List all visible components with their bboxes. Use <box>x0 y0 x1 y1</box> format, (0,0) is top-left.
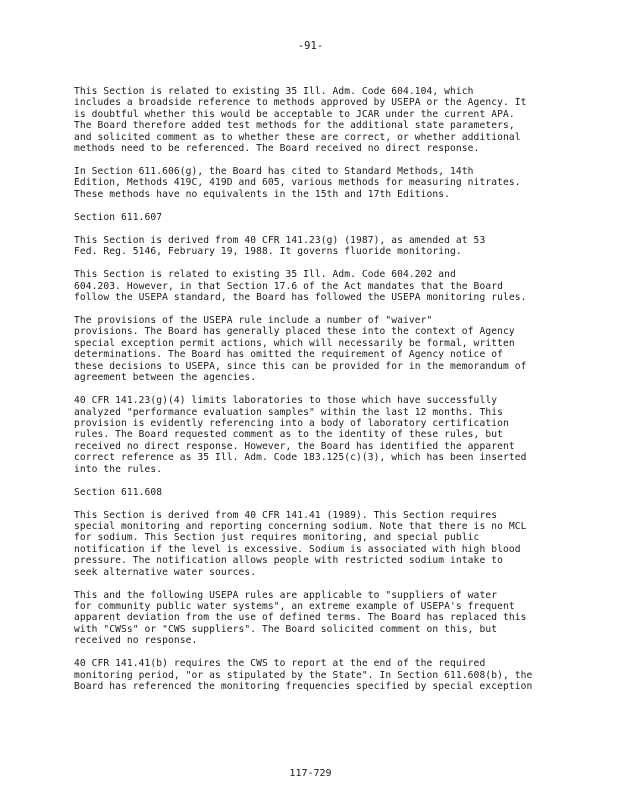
paragraph: 40 CFR 141.41(b) requires the CWS to report at the end of the required monitoring period, "or as stipulated by the State". In Section 611.608(b), the Board has referenced the monitoring frequencies specified by special exception <box>74 658 533 692</box>
paragraph: This and the following USEPA rules are applicable to "suppliers of water for community public water systems", an extreme example of USEPA's frequent apparent deviation from the use of defined terms. The Board has replaced this with "CWSs" or "CWS suppliers". The Board solicited comment on this, but received no response. <box>74 589 527 647</box>
paragraph: This Section is related to existing 35 Ill. Adm. Code 604.104, which includes a broadside reference to methods approved by USEPA or the Agency. It is doubtful whether this would be acceptable to JCAR under the current APA. The Board therefore added test methods for the additional state parameters, and solicited comment as to whether these are correct, or whether additional methods need to be referenced. The Board received no direct response. <box>74 86 527 155</box>
paragraph: In Section 611.606(g), the Board has cited to Standard Methods, 14th Edition, Methods 419C, 419D and 605, various methods for measuring nitrates. These methods have no equivalents in the 15th and 17th Editions. <box>74 166 521 200</box>
page-number: -91- <box>297 40 324 52</box>
page-footer: 117-729 <box>289 768 332 779</box>
section-heading: Section 611.608 <box>74 486 163 498</box>
section-heading: Section 611.607 <box>74 211 163 223</box>
paragraph: This Section is derived from 40 CFR 141.41 (1989). This Section requires special monitoring and reporting concerning sodium. Note that there is no MCL for sodium. This Section just requires monitoring, and special public notification if the level is excessive. Sodium is associated with high blood pressure. The notification allows people with restricted sodium intake to seek alternative water sources. <box>74 509 527 578</box>
paragraph: 40 CFR 141.23(g)(4) limits laboratories to those which have successfully analyzed "performance evaluation samples" within the last 12 months. This provision is evidently referencing into a body of laboratory certification rules. The Board requested comment as to the identity of these rules, but received no direct response. However, the Board has identified the apparent correct reference as 35 Ill. Adm. Code 183.125(c)(3), which has been inserted into the rules. <box>74 395 527 475</box>
paragraph: This Section is derived from 40 CFR 141.23(g) (1987), as amended at 53 Fed. Reg. 5146, February 19, 1988. It governs fluoride monitoring. <box>74 234 486 258</box>
document-body <box>74 86 552 704</box>
paragraph: This Section is related to existing 35 Ill. Adm. Code 604.202 and 604.203. However, in that Section 17.6 of the Act mandates that the Board follow the USEPA standard, the Board has followed the USEPA monitoring rules. <box>74 269 527 304</box>
paragraph: The provisions of the USEPA rule include a number of "waiver" provisions. The Board has generally placed these into the context of Agency special exception permit actions, which will necessarily be formal, written determinations. The Board has omitted the requirement of Agency notice of these decisions to USEPA, since this can be provided for in the memorandum of agreement between the agencies. <box>74 315 527 384</box>
